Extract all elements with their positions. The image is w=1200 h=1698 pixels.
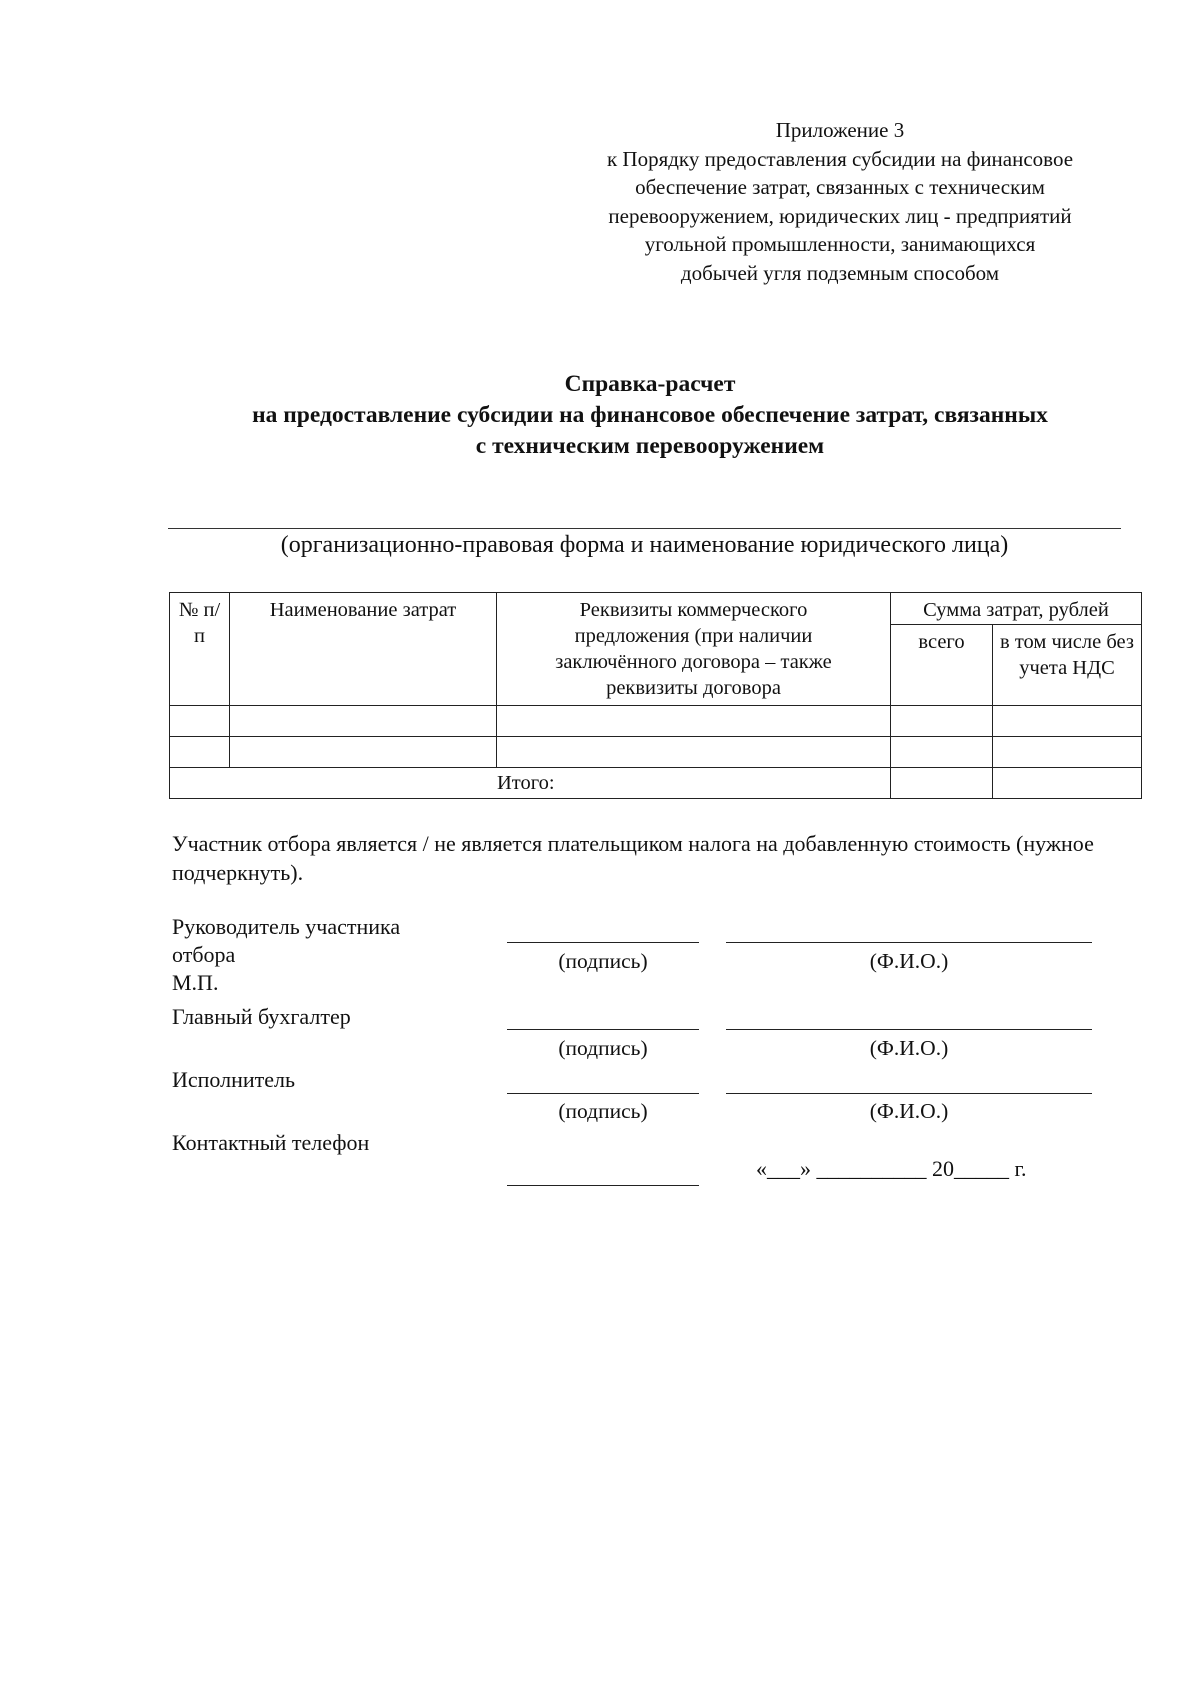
executor-label: Исполнитель (172, 1067, 296, 1092)
table-cell[interactable] (170, 706, 230, 737)
executor-signature-field[interactable] (507, 1093, 699, 1094)
head-signature-field[interactable] (507, 942, 699, 943)
head-label: Руководитель участника (172, 914, 401, 939)
appendix-line-number: Приложение 3 (775, 118, 905, 142)
total-without-vat-cell[interactable] (993, 768, 1142, 799)
table-cell[interactable] (230, 706, 497, 737)
table-cell[interactable] (993, 706, 1142, 737)
phone-label: Контактный телефон (172, 1130, 370, 1155)
vat-payer-note: Участник отбора является / не является плательщиком налога на добавленную стоимость (нужное подчеркнуть). (172, 831, 1094, 885)
accountant-signature-field[interactable] (507, 1029, 699, 1030)
executor-fio-field[interactable] (726, 1093, 1092, 1094)
table-row (170, 706, 1142, 737)
date-field[interactable]: «___» __________ 20_____ г. (756, 1156, 1027, 1181)
cost-table (169, 592, 1142, 799)
organization-name-field[interactable] (168, 528, 1121, 529)
table-cell[interactable] (230, 737, 497, 768)
total-sum-cell[interactable] (891, 768, 993, 799)
table-cell[interactable] (497, 737, 891, 768)
table-cell[interactable] (891, 737, 993, 768)
stamp-label: М.П. (172, 970, 219, 995)
total-label: Итого: (170, 768, 891, 799)
header-cost-sum: Сумма затрат, рублей (891, 593, 1142, 625)
table-cell[interactable] (497, 706, 891, 737)
appendix-line: добычей угля подземным способом (680, 260, 1000, 285)
table-cell[interactable] (891, 706, 993, 737)
appendix-line: к Порядку предоставления субсидии на финансовое (606, 146, 1074, 171)
header-requisites: Реквизиты коммерческого предложения (при наличии заключённого договора – также реквизиты договора (497, 593, 891, 706)
appendix-line: обеспечение затрат, связанных с техническим (635, 175, 1045, 199)
header-sum-total: всего (891, 625, 993, 706)
head-label-cont: отбора (172, 942, 236, 967)
header-number: № п/п (170, 593, 230, 706)
signature-caption: (подпись) (558, 1099, 648, 1123)
header-sum-without-vat: в том числе без учета НДС (993, 625, 1142, 706)
accountant-fio-field[interactable] (726, 1029, 1092, 1030)
organization-caption: (организационно-правовая форма и наименование юридического лица) (280, 532, 1009, 558)
signature-caption: (подпись) (558, 949, 648, 973)
signature-caption: (подпись) (558, 1036, 648, 1060)
table-cell[interactable] (993, 737, 1142, 768)
appendix-header (560, 116, 1120, 287)
fio-caption: (Ф.И.О.) (869, 1099, 949, 1123)
table-total-row (170, 768, 1142, 799)
table-cell[interactable] (170, 737, 230, 768)
appendix-line: перевооружением, юридических лиц - предприятий (608, 203, 1072, 228)
title-line: на предоставление субсидии на финансовое обеспечение затрат, связанных (252, 402, 1048, 428)
appendix-line: угольной промышленности, занимающихся (644, 232, 1036, 256)
document-title (100, 369, 1200, 462)
table-row (170, 737, 1142, 768)
fio-caption: (Ф.И.О.) (869, 1036, 949, 1060)
header-cost-name: Наименование затрат (230, 593, 497, 706)
title-line: с техническим перевооружением (475, 433, 825, 459)
head-fio-field[interactable] (726, 942, 1092, 943)
phone-field[interactable] (507, 1185, 699, 1186)
accountant-label: Главный бухгалтер (172, 1004, 351, 1029)
fio-caption: (Ф.И.О.) (869, 949, 949, 973)
title-line-main: Справка-расчет (564, 371, 736, 397)
